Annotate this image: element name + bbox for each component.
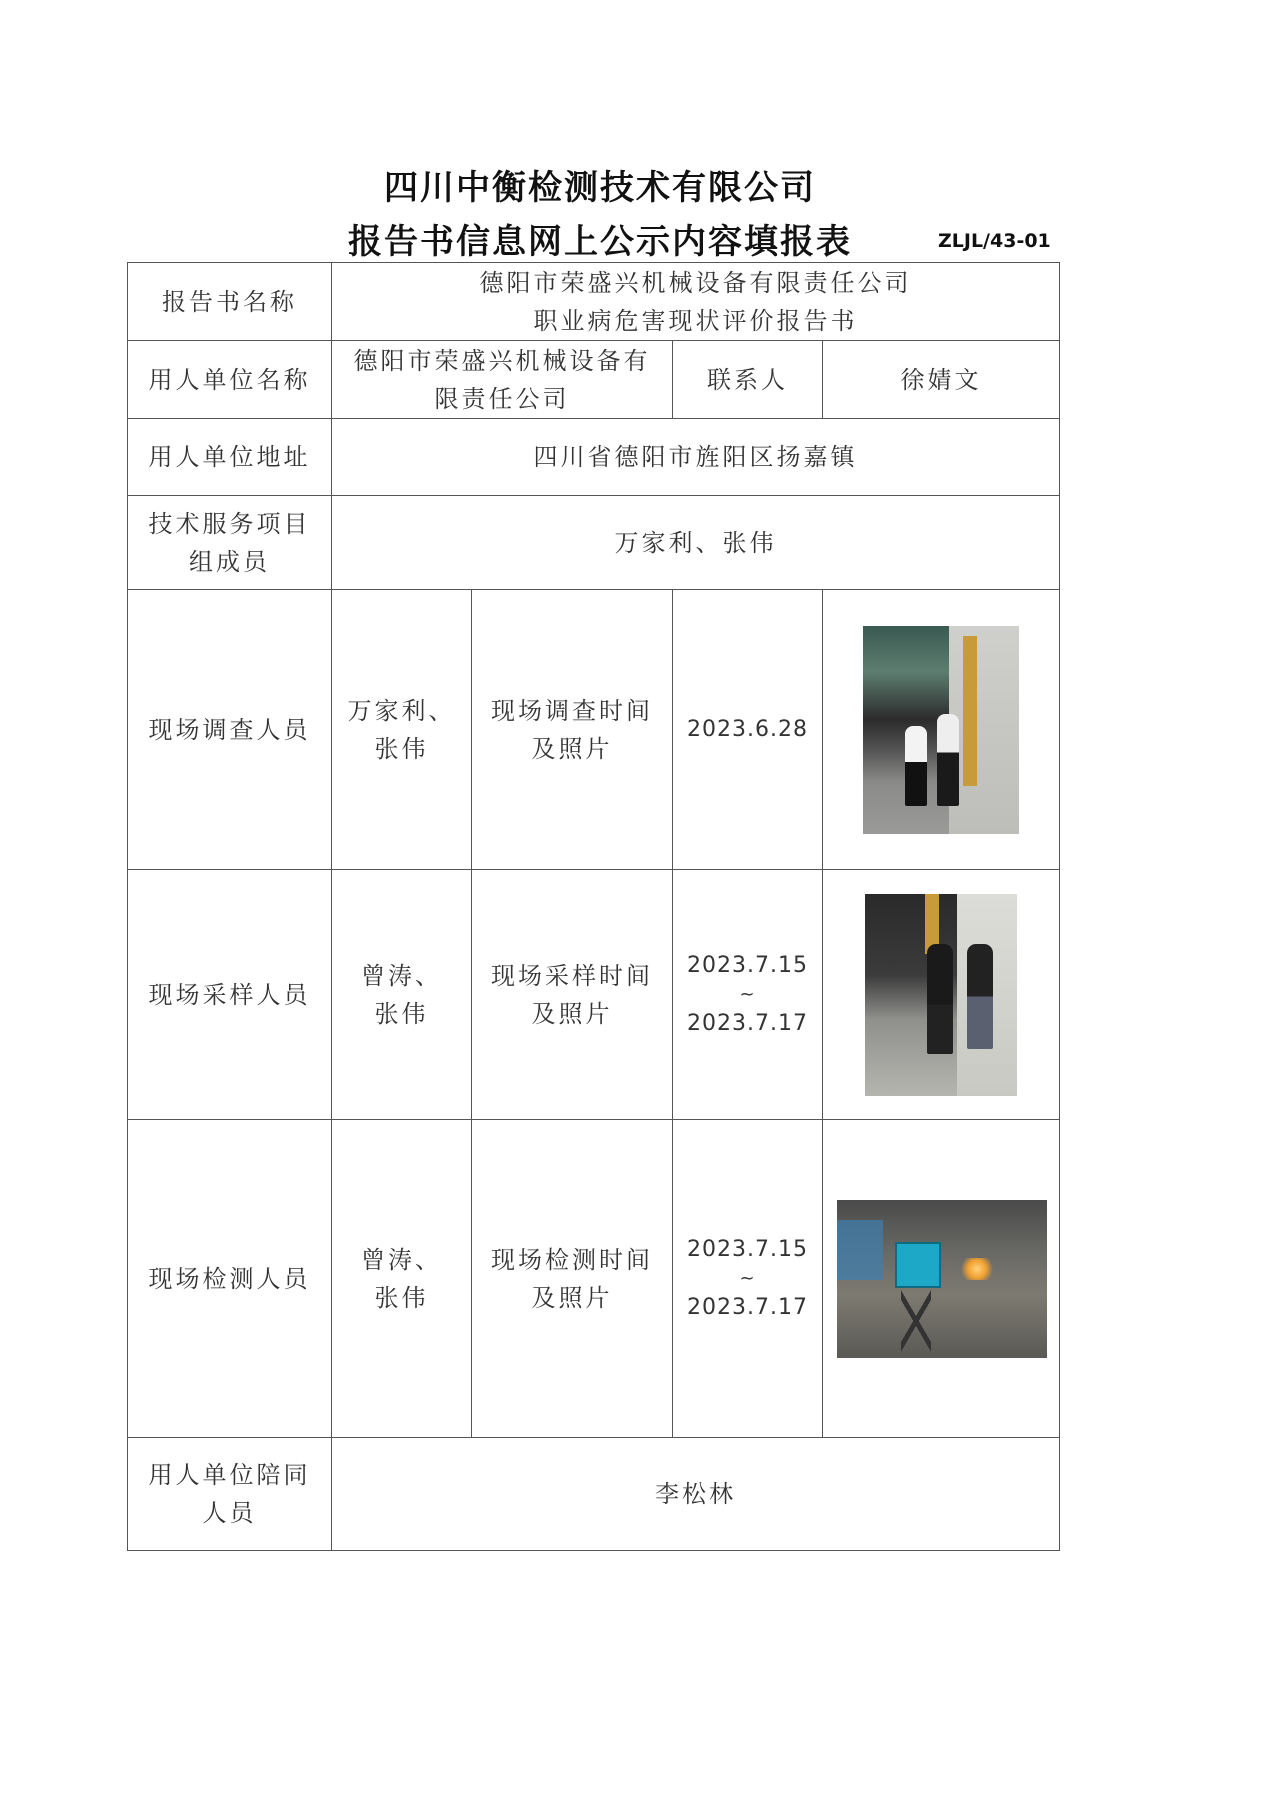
form-code: ZLJL/43-01: [938, 230, 1051, 252]
testing-time-label-line1: 现场检测时间: [491, 1245, 653, 1274]
team-members-label: [128, 496, 332, 590]
sampling-time-label-line1: 现场采样时间: [491, 961, 653, 990]
table-row: [128, 870, 1060, 1120]
team-members-label-line1: 技术服务项目: [148, 509, 311, 538]
report-name-line2: 职业病危害现状评价报告书: [533, 306, 858, 335]
employer-name-line1: 德阳市荣盛兴机械设备有: [353, 346, 651, 375]
report-info-table: [127, 262, 1060, 1551]
form-title: 报告书信息网上公示内容填报表: [348, 222, 852, 262]
team-members-value: 万家利、张伟: [332, 496, 1060, 590]
sampling-date-end: 2023.7.17: [687, 1010, 808, 1036]
sampling-people-line2: 张伟: [374, 999, 429, 1028]
sampling-date-tilde: ~: [739, 983, 756, 1005]
testing-photo-cell: [823, 1120, 1060, 1438]
team-members-label-line2: 组成员: [189, 547, 270, 576]
employer-name-value: [332, 341, 673, 419]
sampling-photo-cell: [823, 870, 1060, 1120]
survey-label: 现场调查人员: [128, 590, 332, 870]
table-row: [128, 341, 1060, 419]
survey-photo-cell: [823, 590, 1060, 870]
sampling-label: 现场采样人员: [128, 870, 332, 1120]
testing-label: 现场检测人员: [128, 1120, 332, 1438]
table-row: [128, 590, 1060, 870]
report-name-line1: 德阳市荣盛兴机械设备有限责任公司: [479, 268, 912, 297]
survey-people-line1: 万家利、: [347, 696, 456, 725]
escort-label-line1: 用人单位陪同: [148, 1461, 311, 1489]
sampling-time-label-line2: 及照片: [531, 999, 613, 1028]
survey-people-line2: 张伟: [374, 734, 429, 763]
testing-photo: [837, 1200, 1047, 1358]
employer-name-line2: 限责任公司: [434, 384, 570, 413]
testing-people-line1: 曾涛、: [361, 1245, 442, 1274]
survey-photo: [863, 626, 1019, 834]
escort-label-line2: 人员: [202, 1499, 257, 1527]
survey-time-label: [472, 590, 673, 870]
table-row: [128, 496, 1060, 590]
employer-name-label: 用人单位名称: [128, 341, 332, 419]
report-name-label: 报告书名称: [128, 263, 332, 341]
table-row: [128, 1120, 1060, 1438]
testing-date-end: 2023.7.17: [687, 1294, 808, 1320]
escort-value: 李松林: [332, 1438, 1060, 1551]
escort-label: [128, 1438, 332, 1551]
survey-date: 2023.6.28: [673, 590, 823, 870]
sampling-date-start: 2023.7.15: [687, 952, 808, 978]
table-row: [128, 419, 1060, 496]
survey-time-label-line2: 及照片: [531, 734, 613, 763]
table-row: [128, 263, 1060, 341]
survey-time-label-line1: 现场调查时间: [491, 696, 653, 725]
sampling-time-label: [472, 870, 673, 1120]
contact-label: 联系人: [673, 341, 823, 419]
testing-time-label: [472, 1120, 673, 1438]
sampling-photo: [865, 894, 1017, 1096]
testing-people-line2: 张伟: [374, 1283, 429, 1312]
table-row: [128, 1438, 1060, 1551]
sampling-people: [332, 870, 472, 1120]
report-name-value: [332, 263, 1060, 341]
sampling-date: [673, 870, 823, 1120]
sampling-people-line1: 曾涛、: [361, 961, 442, 990]
contact-value: 徐婧文: [823, 341, 1060, 419]
testing-date-tilde: ~: [739, 1267, 756, 1289]
testing-time-label-line2: 及照片: [531, 1283, 613, 1312]
testing-date: [673, 1120, 823, 1438]
employer-address-value: 四川省德阳市旌阳区扬嘉镇: [332, 419, 1060, 496]
company-title: 四川中衡检测技术有限公司: [384, 168, 816, 208]
testing-people: [332, 1120, 472, 1438]
employer-address-label: 用人单位地址: [128, 419, 332, 496]
testing-date-start: 2023.7.15: [687, 1236, 808, 1262]
survey-people: [332, 590, 472, 870]
